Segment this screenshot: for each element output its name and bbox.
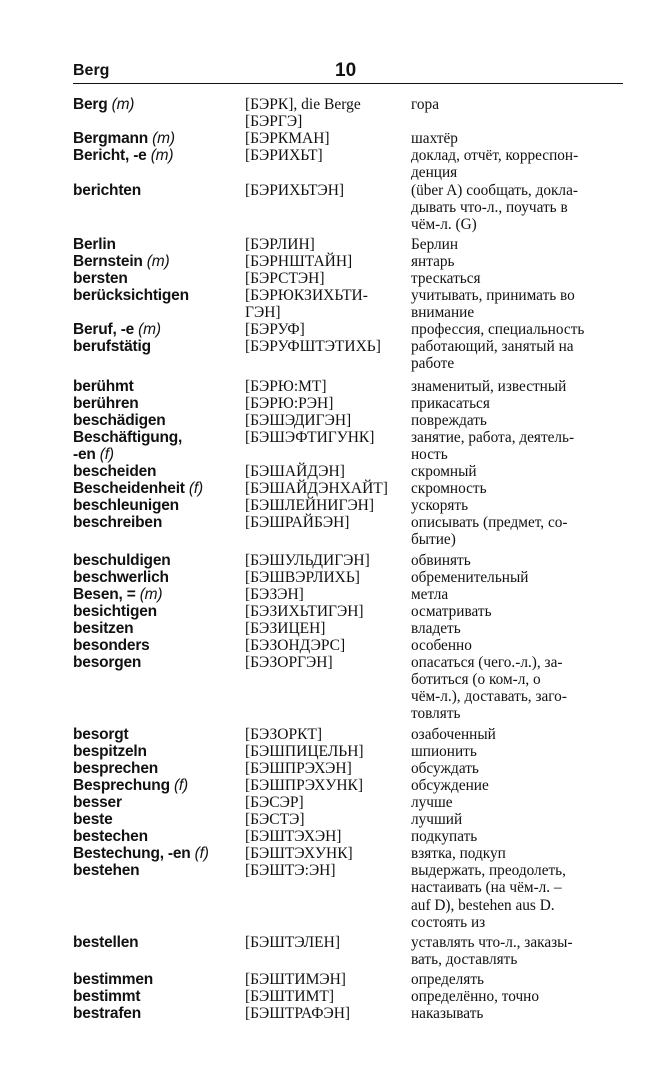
entry-translation-line: обсуждение [411, 776, 489, 794]
entry-translation [411, 552, 633, 569]
entry-gender: (f) [169, 776, 188, 794]
entry-word [73, 777, 245, 794]
entry-translation [411, 378, 633, 395]
entry-transcription-line: [БЭРУФШТЭТИХЬ] [245, 338, 381, 356]
entry-word-text: beschädigen [73, 411, 166, 429]
entry-translation-line: наказывать [411, 1005, 484, 1023]
entry-word [73, 497, 245, 514]
running-headword: Berg [73, 62, 110, 79]
entry-word-text: Berlin [73, 235, 116, 253]
entry-word-line [73, 637, 245, 654]
entry-word-line [73, 811, 245, 828]
entry-word-line [73, 147, 245, 164]
entry-transcription-line: [БЭРУФ] [245, 321, 305, 339]
entry-translation-line: ность [411, 445, 448, 463]
entry-translation [411, 620, 633, 637]
entry-translation [411, 182, 633, 233]
entry-transcription [245, 777, 409, 794]
entry-word-line [73, 338, 245, 355]
entry-word-line [73, 760, 245, 777]
entry-translation [411, 637, 633, 654]
entry-transcription [245, 480, 409, 497]
entry-transcription-line: [БЭШЭДИГЭН] [245, 411, 352, 429]
entry-transcription-line: [БЭШТРАФЭН] [245, 1005, 351, 1023]
entry-word-text: bestellen [73, 933, 139, 951]
entry-transcription [245, 726, 409, 743]
entry-word-text: Bericht, -e [73, 147, 147, 165]
entry-translation-line: определённо, точно [411, 988, 539, 1006]
entry-transcription-line: ГЭН] [245, 304, 281, 322]
entry-word-text: bestimmt [73, 988, 141, 1006]
entry-translation [411, 586, 633, 603]
entry-word-line [73, 253, 245, 270]
entry-translation-line: опасаться (чего.-л.), за- [411, 654, 563, 672]
entry-translation-line: Берлин [411, 235, 459, 253]
entry-translation-line: состоять из [411, 913, 486, 931]
entry-translation [411, 236, 633, 253]
entry-transcription [245, 270, 409, 287]
entry-word-line [73, 463, 245, 480]
entry-gender: (m) [135, 585, 163, 603]
entry-transcription-line: [БЭШТИМТ] [245, 988, 335, 1006]
entry-transcription [245, 552, 409, 569]
entry-word-text: bestechen [73, 828, 148, 846]
entry-transcription-line: [БЭШПРЭХЭН] [245, 759, 352, 777]
entry-translation-line: дывать что-л., поучать в [411, 198, 568, 216]
entry-transcription [245, 620, 409, 637]
entry-translation-line: взятка, подкуп [411, 845, 506, 863]
entry-transcription [245, 253, 409, 270]
entry-transcription-line: [БЭЗИХЬТИГЭН] [245, 602, 364, 620]
entry-translation [411, 743, 633, 760]
entry-transcription [245, 988, 409, 1005]
entry-translation [411, 480, 633, 497]
entry-word [73, 552, 245, 569]
entry-transcription [245, 811, 409, 828]
entry-word-line [73, 378, 245, 395]
entry-transcription [245, 934, 409, 951]
entry-transcription-line: [БЭЗЭН] [245, 585, 304, 603]
entry-word [73, 620, 245, 637]
entry-word [73, 321, 245, 338]
entry-transcription-line: [БЭСЭР] [245, 794, 304, 811]
entry-word-text: berühmt [73, 377, 134, 395]
entry-translation-line: ботиться (о ком-л, о [411, 671, 541, 689]
entry-transcription-line: [БЭШТЭХЭН] [245, 828, 342, 846]
entry-translation-line: шпионить [411, 742, 477, 760]
entry-transcription-line: [БЭРКМАН] [245, 130, 330, 148]
entry-transcription-line: [БЭРНШТАЙН] [245, 252, 353, 270]
entry-transcription-line: [БЭЗОНДЭРС] [245, 637, 346, 655]
entry-word [73, 287, 245, 304]
entry-gender: (f) [190, 845, 209, 863]
entry-word-line [73, 777, 245, 794]
entry-transcription-line: [БЭЗОРГЭН] [245, 654, 333, 672]
entry-transcription [245, 130, 409, 147]
entry-transcription [245, 971, 409, 988]
entry-transcription [245, 463, 409, 480]
entry-transcription [245, 586, 409, 603]
entry-word [73, 988, 245, 1005]
entry-translation [411, 569, 633, 586]
entry-word [73, 253, 245, 270]
entry-word-text: Beruf, -e [73, 321, 135, 339]
entry-translation [411, 760, 633, 777]
entry-word [73, 794, 245, 811]
entry-word-text: bestehen [73, 862, 140, 880]
entry-transcription [245, 497, 409, 514]
entry-gender: (m) [107, 96, 135, 113]
entry-word [73, 429, 245, 463]
entry-word-line [73, 321, 245, 338]
entry-translation [411, 794, 633, 811]
entry-word-line [73, 236, 245, 253]
entry-word [73, 743, 245, 760]
entry-gender: (m) [148, 130, 175, 148]
entry-translation [411, 726, 633, 743]
entry-word-text: Besen, = [73, 585, 136, 603]
entry-translation-line: работе [411, 355, 455, 373]
entry-word [73, 338, 245, 355]
entry-transcription-line: [БЭЗИЦЕН] [245, 620, 326, 637]
entry-word [73, 569, 245, 586]
entry-translation [411, 321, 633, 338]
entry-word-text: Bergmann [73, 130, 149, 148]
entry-word [73, 845, 245, 862]
page-header [73, 60, 623, 84]
entry-translation-line: товлять [411, 705, 461, 723]
entry-translation [411, 287, 633, 321]
entry-transcription-line: [БЭШАЙДЭН] [245, 463, 345, 481]
entry-word-line [73, 620, 245, 637]
entry-translation-line: доклад, отчёт, корреспон- [411, 147, 579, 165]
entry-word [73, 378, 245, 395]
entry-word [73, 862, 245, 879]
entry-transcription-line: [БЭШАЙДЭНХАЙТ] [245, 480, 388, 498]
entry-transcription [245, 845, 409, 862]
entry-word-line [73, 988, 245, 1005]
entry-translation-line: обременительный [411, 568, 529, 586]
entry-transcription [245, 828, 409, 845]
page-number: 10 [335, 60, 357, 81]
entry-translation-line: скромный [411, 463, 477, 481]
entry-word-line [73, 743, 245, 760]
entry-translation [411, 270, 633, 287]
entry-transcription [245, 654, 409, 671]
entry-word-line [73, 412, 245, 429]
entry-word [73, 934, 245, 951]
entry-translation-line: ускорять [411, 497, 469, 515]
entry-transcription-line: [БЭРИХЬТ] [245, 147, 323, 165]
entry-translation-line: трескаться [411, 270, 481, 287]
entry-transcription-line: [БЭЗОРКТ] [245, 725, 323, 743]
entry-word-text: bestimmen [73, 971, 154, 988]
entry-word-line [73, 726, 245, 743]
entry-word-text: berühren [73, 394, 139, 412]
entry-word-line [73, 497, 245, 514]
entry-translation-line: вать, доставлять [411, 950, 518, 968]
entry-transcription-line: [БЭРЮКЗИХЬТИ- [245, 287, 368, 305]
entry-translation-line: бытие) [411, 531, 456, 549]
entry-word [73, 182, 245, 199]
entry-word-text: beschleunigen [73, 497, 179, 515]
entry-translation [411, 845, 633, 862]
entry-translation [411, 514, 633, 548]
entry-word-line [73, 287, 245, 304]
entry-word-text: berücksichtigen [73, 287, 189, 305]
entry-word-line [73, 862, 245, 879]
entry-translation-line: янтарь [411, 252, 455, 270]
entry-word-text: Bernstein [73, 252, 143, 270]
entry-word-text: bestrafen [73, 1005, 141, 1023]
entry-word-line [73, 603, 245, 620]
entry-word-line [73, 828, 245, 845]
entry-word [73, 586, 245, 603]
header-divider [73, 83, 623, 84]
entry-word [73, 760, 245, 777]
entry-translation-line: чём-л. (G) [411, 215, 477, 233]
entry-translation [411, 828, 633, 845]
entry-word [73, 603, 245, 620]
entry-translation-line: повреждать [411, 411, 487, 429]
entry-word [73, 971, 245, 988]
entry-translation [411, 463, 633, 480]
entry-translation [411, 412, 633, 429]
entry-translation-line: внимание [411, 304, 475, 322]
entry-word-text: Beschäftigung, [73, 428, 183, 446]
entry-translation-line: осматривать [411, 602, 492, 620]
entry-translation-line: чём-л.), доставать, заго- [411, 688, 567, 706]
entry-translation [411, 1005, 633, 1022]
entry-transcription [245, 412, 409, 429]
entry-word [73, 1005, 245, 1022]
entry-word-line [73, 971, 245, 988]
entry-transcription-line: [БЭШРАЙБЭН] [245, 514, 350, 532]
entry-word-text: besser [73, 794, 122, 811]
entry-translation-line: определять [411, 971, 484, 988]
entry-translation-line: занятие, работа, деятель- [411, 428, 575, 446]
entry-translation-line: прикасаться [411, 394, 490, 412]
entry-word-text: beschuldigen [73, 551, 171, 569]
entry-transcription [245, 569, 409, 586]
entry-transcription-line: [БЭРИХЬТЭН] [245, 181, 345, 199]
entry-translation [411, 96, 633, 113]
entry-word [73, 514, 245, 531]
entry-word [73, 637, 245, 654]
entry-translation [411, 971, 633, 988]
entry-word [73, 480, 245, 497]
entry-word-text: berufstätig [73, 338, 151, 356]
entry-translation [411, 429, 633, 463]
entry-word [73, 236, 245, 253]
entry-word-text: besitzen [73, 620, 134, 637]
entry-word [73, 147, 245, 164]
entry-word-text: Berg [73, 96, 108, 113]
entry-translation-line: (über A) сообщать, докла- [411, 181, 578, 199]
entry-gender: (m) [142, 252, 170, 270]
entry-word-line [73, 429, 245, 446]
entry-translation-line: обвинять [411, 551, 471, 569]
entry-translation-line: шахтёр [411, 130, 458, 148]
entry-word [73, 828, 245, 845]
entry-transcription-line: [БЭШТИМЭН] [245, 971, 346, 988]
entry-transcription [245, 429, 409, 446]
entry-word [73, 395, 245, 412]
entry-word-text: beste [73, 811, 113, 829]
entry-translation [411, 811, 633, 828]
entry-translation-line: особенно [411, 637, 472, 655]
entry-translation-line: скромность [411, 480, 487, 498]
entry-transcription [245, 378, 409, 395]
entry-translation-line: денция [411, 164, 458, 182]
entry-translation [411, 147, 633, 181]
entry-word-text: besprechen [73, 759, 159, 777]
entry-word-line [73, 130, 245, 147]
entry-transcription-line: [БЭРЛИН] [245, 235, 315, 253]
entry-translation-line: уставлять что-л., заказы- [411, 933, 573, 951]
entry-translation-line: выдержать, преодолеть, [411, 862, 566, 880]
entry-translation-line: учитывать, принимать во [411, 287, 575, 305]
entry-word-line [73, 182, 245, 199]
entry-word-text: beschwerlich [73, 568, 169, 586]
entry-transcription [245, 338, 409, 355]
entry-transcription [245, 321, 409, 338]
entry-translation [411, 934, 633, 968]
entry-word [73, 412, 245, 429]
entry-translation [411, 654, 633, 722]
entry-translation [411, 338, 633, 372]
entry-word-line [73, 586, 245, 603]
entry-word-line [73, 446, 245, 463]
entry-word-text: -en [73, 445, 96, 463]
entry-translation [411, 603, 633, 620]
entry-translation-line: работающий, занятый на [411, 338, 574, 356]
entry-word-line [73, 1005, 245, 1022]
entry-word-text: besonders [73, 637, 150, 655]
entry-translation [411, 395, 633, 412]
entry-word [73, 130, 245, 147]
entry-translation [411, 130, 633, 147]
entry-translation-line: обсуждать [411, 759, 479, 777]
entry-transcription [245, 637, 409, 654]
entry-transcription [245, 743, 409, 760]
entry-word-text: bespitzeln [73, 742, 147, 760]
entry-word [73, 96, 245, 113]
entry-word-line [73, 96, 245, 113]
entry-transcription-line: [БЭРСТЭН] [245, 270, 325, 287]
entry-translation-line: лучший [411, 811, 463, 829]
entry-word-line [73, 552, 245, 569]
entry-transcription-line: [БЭРГЭ] [245, 113, 303, 131]
entry-transcription [245, 514, 409, 531]
entry-translation [411, 777, 633, 794]
entry-translation-line: профессия, специальность [411, 321, 585, 339]
entry-transcription-line: [БЭРК], die Berge [245, 96, 361, 113]
entry-word-text: Besprechung [73, 776, 170, 794]
entry-transcription [245, 96, 409, 130]
entry-translation-line: описывать (предмет, со- [411, 514, 568, 532]
entry-word-line [73, 934, 245, 951]
entry-translation [411, 862, 633, 930]
entry-transcription-line: [БЭСТЭ] [245, 811, 305, 829]
entry-word-text: Bestechung, -en [73, 845, 191, 863]
entry-word-line [73, 794, 245, 811]
entry-word-line [73, 569, 245, 586]
entry-word [73, 463, 245, 480]
entry-word-text: berichten [73, 181, 141, 199]
entry-word [73, 811, 245, 828]
entry-transcription-line: [БЭШПРЭХУНК] [245, 776, 364, 794]
entry-transcription [245, 287, 409, 321]
entry-translation-line: лучше [411, 794, 453, 811]
entry-transcription-line: [БЭШТЭ:ЭН] [245, 862, 336, 880]
entry-word-text: Bescheidenheit [73, 480, 185, 498]
entry-gender: (f) [184, 480, 203, 498]
entry-translation-line: auf D), bestehen aus D. [411, 896, 555, 914]
entry-word [73, 726, 245, 743]
entry-word-text: beschreiben [73, 514, 163, 532]
entry-translation [411, 497, 633, 514]
entry-transcription [245, 862, 409, 879]
entry-translation [411, 253, 633, 270]
entry-gender: (m) [134, 321, 161, 339]
entry-transcription [245, 147, 409, 164]
entry-gender: (m) [146, 147, 174, 165]
entry-translation-line: метла [411, 585, 449, 603]
entry-transcription [245, 395, 409, 412]
entry-gender: (f) [95, 445, 114, 463]
entry-translation-line: владеть [411, 620, 461, 637]
entry-word-line [73, 270, 245, 287]
entry-transcription [245, 182, 409, 199]
entry-translation [411, 988, 633, 1005]
entry-transcription-line: [БЭШЭФТИГУНК] [245, 428, 375, 446]
entry-word-line [73, 395, 245, 412]
entry-word [73, 270, 245, 287]
entry-word-line [73, 654, 245, 671]
entry-translation-line: гора [411, 96, 439, 113]
entry-transcription-line: [БЭРЮ:РЭН] [245, 394, 334, 412]
entry-word-line [73, 845, 245, 862]
entry-transcription-line: [БЭРЮ:МТ] [245, 377, 327, 395]
entry-word-text: bersten [73, 270, 128, 287]
entry-word [73, 654, 245, 671]
entry-transcription-line: [БЭШВЭРЛИХЬ] [245, 568, 360, 586]
entry-word-text: bescheiden [73, 463, 157, 481]
entry-transcription [245, 1005, 409, 1022]
entry-transcription [245, 760, 409, 777]
entry-word-text: besichtigen [73, 602, 157, 620]
entry-transcription [245, 603, 409, 620]
entry-translation-line: настаивать (на чём-л. – [411, 879, 562, 897]
entry-transcription [245, 794, 409, 811]
entry-transcription-line: [БЭШТЭХУНК] [245, 845, 353, 863]
entry-translation-line: знаменитый, известный [411, 377, 567, 395]
entry-translation-line: подкупать [411, 828, 478, 846]
entry-translation-line: озабоченный [411, 725, 496, 743]
entry-transcription [245, 236, 409, 253]
entry-transcription-line: [БЭШЛЕЙНИГЭН] [245, 497, 375, 515]
entry-word-line [73, 514, 245, 531]
entry-transcription-line: [БЭШПИЦЕЛЬН] [245, 742, 364, 760]
entry-transcription-line: [БЭШТЭЛЕН] [245, 933, 340, 951]
entry-word-text: besorgen [73, 654, 142, 672]
entry-word-line [73, 480, 245, 497]
entry-word-text: besorgt [73, 725, 129, 743]
entry-transcription-line: [БЭШУЛЬДИГЭН] [245, 551, 370, 569]
